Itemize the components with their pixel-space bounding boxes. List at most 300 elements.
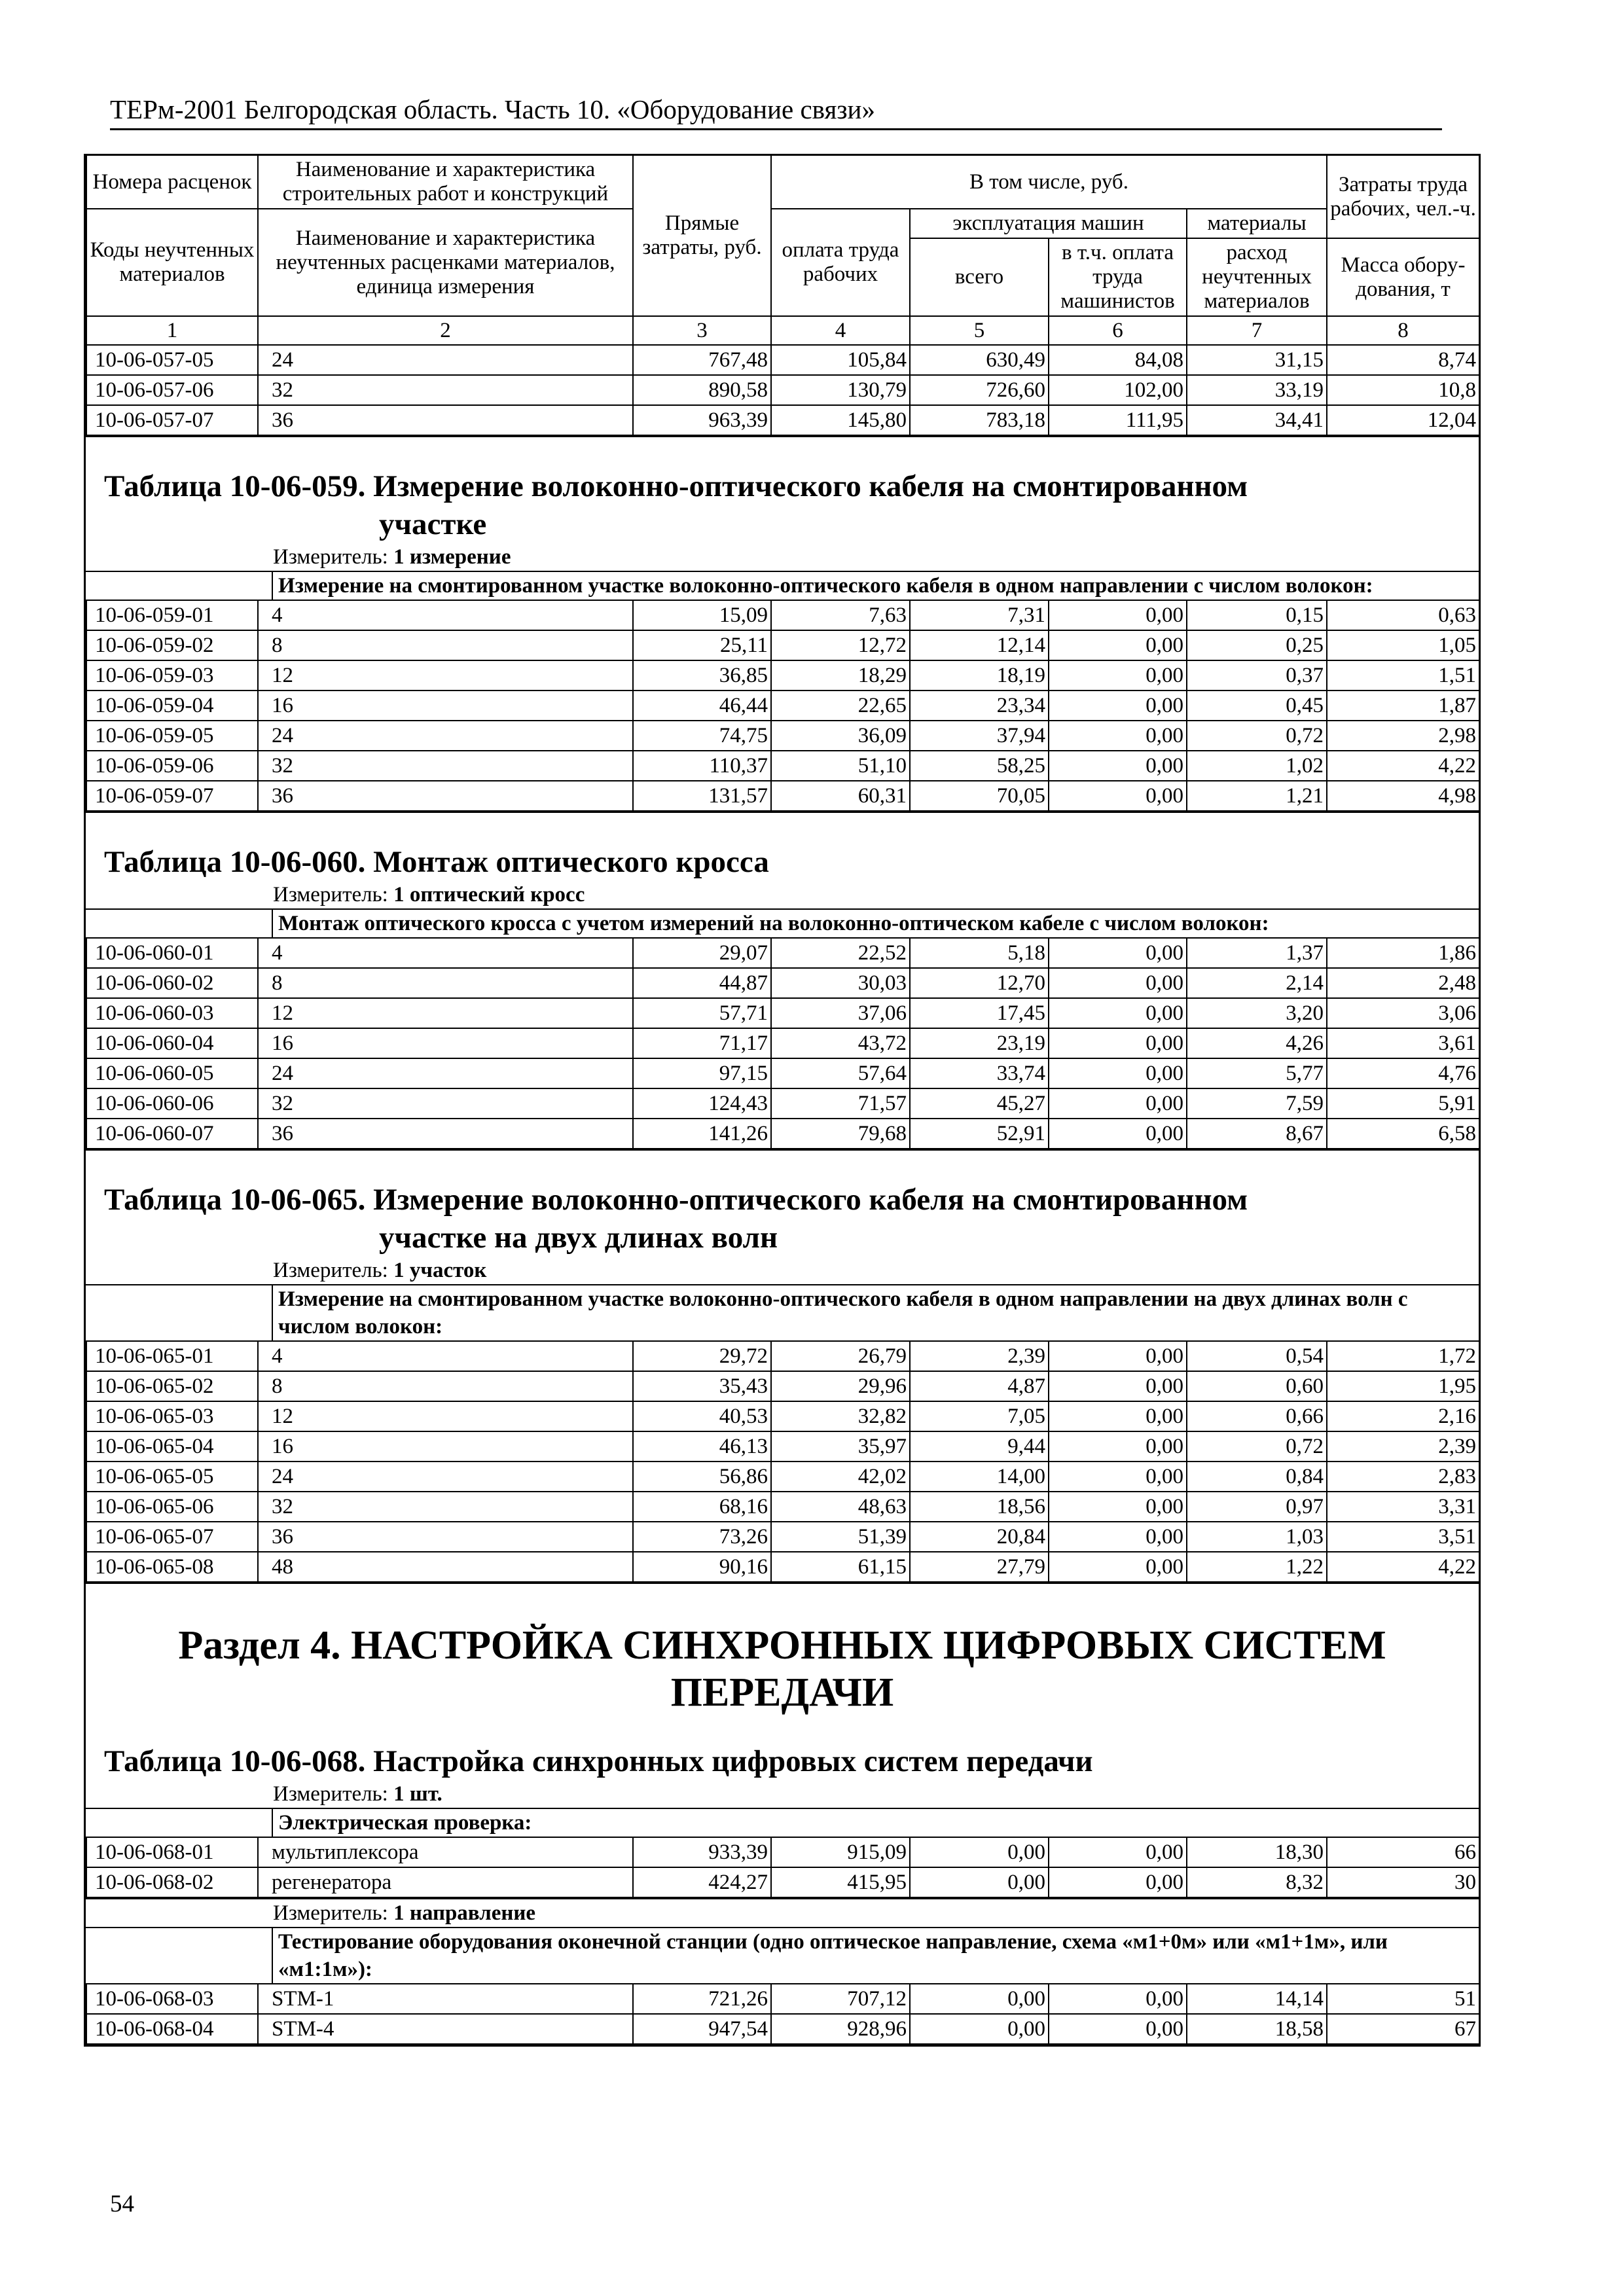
machinist-pay-cell: 0,00 xyxy=(1049,751,1187,781)
machinist-pay-cell: 0,00 xyxy=(1049,1462,1187,1492)
materials-cell: 0,72 xyxy=(1187,1431,1327,1462)
direct-costs-cell: 35,43 xyxy=(633,1371,771,1401)
subheading-text: Измерение на смонтированном участке волоконно-оптического кабеля в одном направлении с числом волокон: xyxy=(272,572,1479,600)
equip-mass-cell: 6,58 xyxy=(1327,1119,1479,1149)
materials-cell: 0,15 xyxy=(1187,600,1327,630)
rate-code-cell: 10-06-060-03 xyxy=(86,998,258,1028)
table-row xyxy=(86,1088,1479,1119)
machines-total-cell: 0,00 xyxy=(910,2014,1049,2044)
table-row xyxy=(86,600,1479,630)
table-row xyxy=(86,1462,1479,1492)
table-row xyxy=(86,1492,1479,1522)
machinist-pay-cell: 0,00 xyxy=(1049,781,1187,811)
meter xyxy=(86,1257,1479,1284)
labor-pay-cell: 22,65 xyxy=(771,691,910,721)
table-row xyxy=(86,781,1479,811)
meter-label: Измеритель: xyxy=(273,545,394,569)
direct-costs-cell: 141,26 xyxy=(633,1119,771,1149)
table-row xyxy=(86,1028,1479,1058)
rate-code-cell: 10-06-060-05 xyxy=(86,1058,258,1088)
materials-cell: 1,02 xyxy=(1187,751,1327,781)
rate-code-cell: 10-06-065-06 xyxy=(86,1492,258,1522)
labor-pay-cell: 707,12 xyxy=(771,1984,910,2014)
work-name-cell: 12 xyxy=(258,1401,633,1431)
labor-pay-cell: 30,03 xyxy=(771,968,910,998)
machines-total-cell: 37,94 xyxy=(910,721,1049,751)
machinist-pay-cell: 111,95 xyxy=(1049,405,1187,435)
table-row xyxy=(86,968,1479,998)
table-row xyxy=(86,1058,1479,1088)
equip-mass-cell: 4,22 xyxy=(1327,1552,1479,1582)
direct-costs-cell: 947,54 xyxy=(633,2014,771,2044)
table-row xyxy=(86,630,1479,660)
equip-mass-cell: 4,76 xyxy=(1327,1058,1479,1088)
page-number: 54 xyxy=(110,2191,134,2217)
col-number: 3 xyxy=(633,316,771,345)
table-row xyxy=(86,751,1479,781)
work-name-cell: 8 xyxy=(258,630,633,660)
labor-pay-cell: 7,63 xyxy=(771,600,910,630)
machines-total-cell: 27,79 xyxy=(910,1552,1049,1582)
meter-label: Измеритель: xyxy=(273,1259,394,1282)
table-row xyxy=(86,1867,1479,1897)
rate-code-cell: 10-06-059-05 xyxy=(86,721,258,751)
subheading-text: Электрическая проверка: xyxy=(272,1809,1479,1837)
table-title xyxy=(86,813,1479,881)
section-heading-line: ПЕРЕДАЧИ xyxy=(670,1670,894,1715)
machinist-pay-cell: 0,00 xyxy=(1049,1522,1187,1552)
section-heading-line: Раздел 4. НАСТРОЙКА СИНХРОННЫХ ЦИФРОВЫХ СИСТЕМ xyxy=(178,1623,1386,1668)
machinist-pay-cell: 0,00 xyxy=(1049,1492,1187,1522)
machines-total-cell: 52,91 xyxy=(910,1119,1049,1149)
machines-total-cell: 726,60 xyxy=(910,375,1049,405)
machinist-pay-cell: 0,00 xyxy=(1049,691,1187,721)
labor-pay-cell: 43,72 xyxy=(771,1028,910,1058)
equip-mass-cell: 4,98 xyxy=(1327,781,1479,811)
subheading-text: Измерение на смонтированном участке волоконно-оптического кабеля в одном направлении на двух длинах волн с числом волокон: xyxy=(272,1285,1479,1340)
table-row xyxy=(86,1401,1479,1431)
machines-total-cell: 45,27 xyxy=(910,1088,1049,1119)
work-name-cell: 4 xyxy=(258,938,633,968)
machinist-pay-cell: 0,00 xyxy=(1049,1119,1187,1149)
materials-cell: 18,58 xyxy=(1187,2014,1327,2044)
direct-costs-cell: 721,26 xyxy=(633,1984,771,2014)
work-name-cell: 32 xyxy=(258,751,633,781)
materials-cell: 1,03 xyxy=(1187,1522,1327,1552)
labor-pay-cell: 29,96 xyxy=(771,1371,910,1401)
equip-mass-cell: 8,74 xyxy=(1327,345,1479,375)
materials-cell: 8,32 xyxy=(1187,1867,1327,1897)
machines-total-cell: 18,19 xyxy=(910,660,1049,691)
column-header-table xyxy=(86,154,1480,436)
subheading-text: Монтаж оптического кросса с учетом измерений на волоконно-оптическом кабеле с числом волокон: xyxy=(272,910,1479,937)
work-name-cell: 36 xyxy=(258,781,633,811)
equip-mass-cell: 4,22 xyxy=(1327,751,1479,781)
machinist-pay-cell: 102,00 xyxy=(1049,375,1187,405)
direct-costs-cell: 97,15 xyxy=(633,1058,771,1088)
rate-code-cell: 10-06-059-07 xyxy=(86,781,258,811)
work-name-cell: 36 xyxy=(258,1119,633,1149)
rate-code-cell: 10-06-065-02 xyxy=(86,1371,258,1401)
table-row xyxy=(86,721,1479,751)
table-row xyxy=(86,1119,1479,1149)
materials-cell: 1,22 xyxy=(1187,1552,1327,1582)
rate-code-cell: 10-06-068-01 xyxy=(86,1837,258,1867)
materials-cell: 4,26 xyxy=(1187,1028,1327,1058)
rate-code-cell: 10-06-059-04 xyxy=(86,691,258,721)
table-title-line: Таблица 10-06-060. Монтаж оптического кросса xyxy=(104,845,769,879)
rate-code-cell: 10-06-065-08 xyxy=(86,1552,258,1582)
labor-pay-cell: 26,79 xyxy=(771,1341,910,1371)
equip-mass-cell: 10,8 xyxy=(1327,375,1479,405)
work-name-cell: 32 xyxy=(258,375,633,405)
hdr-col1-top: Номера расценок xyxy=(86,155,258,209)
materials-cell: 0,97 xyxy=(1187,1492,1327,1522)
machinist-pay-cell: 0,00 xyxy=(1049,2014,1187,2044)
work-name-cell: 24 xyxy=(258,345,633,375)
machinist-pay-cell: 0,00 xyxy=(1049,998,1187,1028)
machinist-pay-cell: 0,00 xyxy=(1049,1088,1187,1119)
materials-cell: 0,37 xyxy=(1187,660,1327,691)
equip-mass-cell: 2,83 xyxy=(1327,1462,1479,1492)
direct-costs-cell: 890,58 xyxy=(633,375,771,405)
col-number: 6 xyxy=(1049,316,1187,345)
machines-total-cell: 23,19 xyxy=(910,1028,1049,1058)
rate-code-cell: 10-06-060-06 xyxy=(86,1088,258,1119)
col-number: 1 xyxy=(86,316,258,345)
work-name-cell: 24 xyxy=(258,1058,633,1088)
meter-label: Измеритель: xyxy=(273,883,394,906)
meter-value: 1 измерение xyxy=(393,545,511,569)
table-row xyxy=(86,1371,1479,1401)
direct-costs-cell: 29,07 xyxy=(633,938,771,968)
machines-total-cell: 9,44 xyxy=(910,1431,1049,1462)
work-name-cell: мультиплексора xyxy=(258,1837,633,1867)
subheading xyxy=(86,1808,1479,1837)
rate-code-cell: 10-06-068-02 xyxy=(86,1867,258,1897)
machinist-pay-cell: 0,00 xyxy=(1049,721,1187,751)
labor-pay-cell: 71,57 xyxy=(771,1088,910,1119)
hdr-labor-pay: оплата труда рабочих xyxy=(771,209,910,316)
work-name-cell: 24 xyxy=(258,721,633,751)
machines-total-cell: 7,31 xyxy=(910,600,1049,630)
work-name-cell: 32 xyxy=(258,1088,633,1119)
subheading xyxy=(86,1927,1479,1983)
labor-pay-cell: 130,79 xyxy=(771,375,910,405)
rate-code-cell: 10-06-065-01 xyxy=(86,1341,258,1371)
machinist-pay-cell: 0,00 xyxy=(1049,938,1187,968)
equip-mass-cell: 3,06 xyxy=(1327,998,1479,1028)
work-name-cell: 8 xyxy=(258,968,633,998)
table-row xyxy=(86,1552,1479,1582)
direct-costs-cell: 424,27 xyxy=(633,1867,771,1897)
machinist-pay-cell: 0,00 xyxy=(1049,1371,1187,1401)
equip-mass-cell: 1,51 xyxy=(1327,660,1479,691)
machines-total-cell: 17,45 xyxy=(910,998,1049,1028)
rate-code-cell: 10-06-059-06 xyxy=(86,751,258,781)
meter xyxy=(86,1780,1479,1808)
equip-mass-cell: 0,63 xyxy=(1327,600,1479,630)
rates-table xyxy=(86,600,1480,812)
materials-cell: 8,67 xyxy=(1187,1119,1327,1149)
table-title xyxy=(86,1727,1479,1780)
hdr-direct-costs: Прямые затраты, руб. xyxy=(633,155,771,317)
rate-code-cell: 10-06-059-02 xyxy=(86,630,258,660)
machines-total-cell: 4,87 xyxy=(910,1371,1049,1401)
materials-cell: 0,60 xyxy=(1187,1371,1327,1401)
rate-code-cell: 10-06-059-01 xyxy=(86,600,258,630)
equip-mass-cell: 3,61 xyxy=(1327,1028,1479,1058)
direct-costs-cell: 36,85 xyxy=(633,660,771,691)
direct-costs-cell: 44,87 xyxy=(633,968,771,998)
direct-costs-cell: 74,75 xyxy=(633,721,771,751)
machines-total-cell: 33,74 xyxy=(910,1058,1049,1088)
meter-label: Измеритель: xyxy=(273,1901,394,1925)
machinist-pay-cell: 0,00 xyxy=(1049,968,1187,998)
work-name-cell: 12 xyxy=(258,660,633,691)
table-row xyxy=(86,998,1479,1028)
machinist-pay-cell: 0,00 xyxy=(1049,1058,1187,1088)
machinist-pay-cell: 0,00 xyxy=(1049,1401,1187,1431)
work-name-cell: 16 xyxy=(258,691,633,721)
rate-code-cell: 10-06-068-03 xyxy=(86,1984,258,2014)
work-name-cell: 4 xyxy=(258,1341,633,1371)
materials-cell: 31,15 xyxy=(1187,345,1327,375)
labor-pay-cell: 36,09 xyxy=(771,721,910,751)
rate-code-cell: 10-06-059-03 xyxy=(86,660,258,691)
materials-cell: 34,41 xyxy=(1187,405,1327,435)
rates-table xyxy=(86,1340,1480,1583)
rate-code-cell: 10-06-065-07 xyxy=(86,1522,258,1552)
direct-costs-cell: 29,72 xyxy=(633,1341,771,1371)
equip-mass-cell: 12,04 xyxy=(1327,405,1479,435)
rates-table xyxy=(86,1983,1480,2045)
labor-pay-cell: 60,31 xyxy=(771,781,910,811)
direct-costs-cell: 25,11 xyxy=(633,630,771,660)
materials-cell: 3,20 xyxy=(1187,998,1327,1028)
work-name-cell: 16 xyxy=(258,1028,633,1058)
hdr-equip-mass: Масса обору-дования, т xyxy=(1327,238,1479,316)
rate-code-cell: 10-06-060-02 xyxy=(86,968,258,998)
equip-mass-cell: 1,86 xyxy=(1327,938,1479,968)
equip-mass-cell: 5,91 xyxy=(1327,1088,1479,1119)
labor-pay-cell: 48,63 xyxy=(771,1492,910,1522)
machines-total-cell: 14,00 xyxy=(910,1462,1049,1492)
machines-total-cell: 7,05 xyxy=(910,1401,1049,1431)
meter-value: 1 шт. xyxy=(393,1782,442,1806)
machinist-pay-cell: 0,00 xyxy=(1049,1552,1187,1582)
machinist-pay-cell: 0,00 xyxy=(1049,1431,1187,1462)
machinist-pay-cell: 0,00 xyxy=(1049,1837,1187,1867)
machines-total-cell: 2,39 xyxy=(910,1341,1049,1371)
table-row xyxy=(86,1522,1479,1552)
table-title-line: Таблица 10-06-068. Настройка синхронных цифровых систем передачи xyxy=(104,1744,1093,1778)
machines-total-cell: 0,00 xyxy=(910,1984,1049,2014)
hdr-col2-bottom: Наименование и характеристика неучтенных расценками материалов, единица измерения xyxy=(258,209,633,316)
work-name-cell: регенератора xyxy=(258,1867,633,1897)
rate-code-cell: 10-06-065-05 xyxy=(86,1462,258,1492)
direct-costs-cell: 933,39 xyxy=(633,1837,771,1867)
work-name-cell: 24 xyxy=(258,1462,633,1492)
direct-costs-cell: 57,71 xyxy=(633,998,771,1028)
work-name-cell: 48 xyxy=(258,1552,633,1582)
equip-mass-cell: 2,39 xyxy=(1327,1431,1479,1462)
hdr-col1-bottom: Коды неучтенных материалов xyxy=(86,209,258,316)
subheading-text: Тестирование оборудования оконечной станции (одно оптическое направление, схема «м1+0м» или «м1+1м», или «м1:1м»): xyxy=(272,1928,1479,1983)
equip-mass-cell: 3,51 xyxy=(1327,1522,1479,1552)
table-row xyxy=(86,375,1479,405)
materials-cell: 7,59 xyxy=(1187,1088,1327,1119)
rate-code-cell: 10-06-065-03 xyxy=(86,1401,258,1431)
materials-cell: 14,14 xyxy=(1187,1984,1327,2014)
running-header: ТЕРм-2001 Белгородская область. Часть 10. «Оборудование связи» xyxy=(110,93,1442,130)
rate-code-cell: 10-06-068-04 xyxy=(86,2014,258,2044)
machines-total-cell: 783,18 xyxy=(910,405,1049,435)
direct-costs-cell: 963,39 xyxy=(633,405,771,435)
labor-pay-cell: 42,02 xyxy=(771,1462,910,1492)
hdr-materials: материалы xyxy=(1187,209,1327,238)
table-row xyxy=(86,938,1479,968)
materials-cell: 0,25 xyxy=(1187,630,1327,660)
hdr-col2-top: Наименование и характеристика строительных работ и конструкций xyxy=(258,155,633,209)
direct-costs-cell: 71,17 xyxy=(633,1028,771,1058)
table-title-line: участке на двух длинах волн xyxy=(379,1221,778,1255)
subheading xyxy=(86,1284,1479,1340)
hdr-machines: эксплуатация машин xyxy=(910,209,1187,238)
equip-mass-cell: 1,87 xyxy=(1327,691,1479,721)
rate-code-cell: 10-06-060-07 xyxy=(86,1119,258,1149)
table-title-line: Таблица 10-06-065. Измерение волоконно-оптического кабеля на смонтированном xyxy=(104,1183,1248,1217)
labor-pay-cell: 18,29 xyxy=(771,660,910,691)
table-row xyxy=(86,691,1479,721)
rate-code-cell: 10-06-060-04 xyxy=(86,1028,258,1058)
meter-value: 1 оптический кросс xyxy=(393,883,585,906)
equip-mass-cell: 66 xyxy=(1327,1837,1479,1867)
equip-mass-cell: 1,95 xyxy=(1327,1371,1479,1401)
machines-total-cell: 630,49 xyxy=(910,345,1049,375)
labor-pay-cell: 61,15 xyxy=(771,1552,910,1582)
labor-pay-cell: 79,68 xyxy=(771,1119,910,1149)
section-10-06-065 xyxy=(86,1149,1479,1583)
machinist-pay-cell: 0,00 xyxy=(1049,660,1187,691)
materials-cell: 1,21 xyxy=(1187,781,1327,811)
table-title xyxy=(86,1151,1479,1257)
subheading xyxy=(86,908,1479,937)
direct-costs-cell: 46,44 xyxy=(633,691,771,721)
machines-total-cell: 5,18 xyxy=(910,938,1049,968)
machines-total-cell: 12,70 xyxy=(910,968,1049,998)
machinist-pay-cell: 0,00 xyxy=(1049,1867,1187,1897)
work-name-cell: 8 xyxy=(258,1371,633,1401)
materials-cell: 0,45 xyxy=(1187,691,1327,721)
hdr-labor-cost: Затраты труда рабочих, чел.-ч. xyxy=(1327,155,1479,239)
work-name-cell: 36 xyxy=(258,1522,633,1552)
col-number: 5 xyxy=(910,316,1049,345)
labor-pay-cell: 32,82 xyxy=(771,1401,910,1431)
col-number: 4 xyxy=(771,316,910,345)
table-row xyxy=(86,660,1479,691)
direct-costs-cell: 124,43 xyxy=(633,1088,771,1119)
table-row xyxy=(86,2014,1479,2044)
rate-code-cell: 10-06-057-07 xyxy=(86,405,258,435)
section-razdel-4 xyxy=(86,1583,1479,2045)
meter-label: Измеритель: xyxy=(273,1782,394,1806)
equip-mass-cell: 67 xyxy=(1327,2014,1479,2044)
meter-value: 1 участок xyxy=(393,1259,487,1282)
meter xyxy=(86,881,1479,908)
direct-costs-cell: 68,16 xyxy=(633,1492,771,1522)
equip-mass-cell: 30 xyxy=(1327,1867,1479,1897)
direct-costs-cell: 767,48 xyxy=(633,345,771,375)
work-name-cell: STM-1 xyxy=(258,1984,633,2014)
materials-cell: 0,72 xyxy=(1187,721,1327,751)
labor-pay-cell: 12,72 xyxy=(771,630,910,660)
equip-mass-cell: 51 xyxy=(1327,1984,1479,2014)
rate-code-cell: 10-06-057-06 xyxy=(86,375,258,405)
machinist-pay-cell: 0,00 xyxy=(1049,1028,1187,1058)
hdr-incl: В том числе, руб. xyxy=(771,155,1327,209)
section-10-06-060 xyxy=(86,812,1479,1149)
meter xyxy=(86,543,1479,571)
materials-cell: 5,77 xyxy=(1187,1058,1327,1088)
meter-value: 1 направление xyxy=(393,1901,536,1925)
materials-cell: 0,84 xyxy=(1187,1462,1327,1492)
labor-pay-cell: 35,97 xyxy=(771,1431,910,1462)
materials-cell: 33,19 xyxy=(1187,375,1327,405)
rate-code-cell: 10-06-057-05 xyxy=(86,345,258,375)
table-title xyxy=(86,437,1479,543)
direct-costs-cell: 56,86 xyxy=(633,1462,771,1492)
table-title-line: участке xyxy=(379,507,487,541)
rates-table xyxy=(86,1837,1480,1898)
machines-total-cell: 12,14 xyxy=(910,630,1049,660)
col-number: 2 xyxy=(258,316,633,345)
machinist-pay-cell: 84,08 xyxy=(1049,345,1187,375)
work-name-cell: 4 xyxy=(258,600,633,630)
rates-table xyxy=(86,937,1480,1149)
machinist-pay-cell: 0,00 xyxy=(1049,1341,1187,1371)
section-heading xyxy=(86,1584,1479,1727)
direct-costs-cell: 110,37 xyxy=(633,751,771,781)
machines-total-cell: 0,00 xyxy=(910,1867,1049,1897)
table-row xyxy=(86,1431,1479,1462)
col-number: 7 xyxy=(1187,316,1327,345)
hdr-machines-total: всего xyxy=(910,238,1049,316)
rate-code-cell: 10-06-065-04 xyxy=(86,1431,258,1462)
table-row xyxy=(86,405,1479,435)
materials-cell: 0,66 xyxy=(1187,1401,1327,1431)
materials-cell: 18,30 xyxy=(1187,1837,1327,1867)
section-10-06-059 xyxy=(86,436,1479,812)
labor-pay-cell: 57,64 xyxy=(771,1058,910,1088)
work-name-cell: STM-4 xyxy=(258,2014,633,2044)
work-name-cell: 16 xyxy=(258,1431,633,1462)
direct-costs-cell: 40,53 xyxy=(633,1401,771,1431)
table-row xyxy=(86,345,1479,375)
work-name-cell: 12 xyxy=(258,998,633,1028)
labor-pay-cell: 51,39 xyxy=(771,1522,910,1552)
table-row xyxy=(86,1341,1479,1371)
machines-total-cell: 58,25 xyxy=(910,751,1049,781)
equip-mass-cell: 1,05 xyxy=(1327,630,1479,660)
table-row xyxy=(86,1837,1479,1867)
materials-cell: 2,14 xyxy=(1187,968,1327,998)
labor-pay-cell: 415,95 xyxy=(771,1867,910,1897)
equip-mass-cell: 3,31 xyxy=(1327,1492,1479,1522)
labor-pay-cell: 105,84 xyxy=(771,345,910,375)
machines-total-cell: 23,34 xyxy=(910,691,1049,721)
table-row xyxy=(86,1984,1479,2014)
